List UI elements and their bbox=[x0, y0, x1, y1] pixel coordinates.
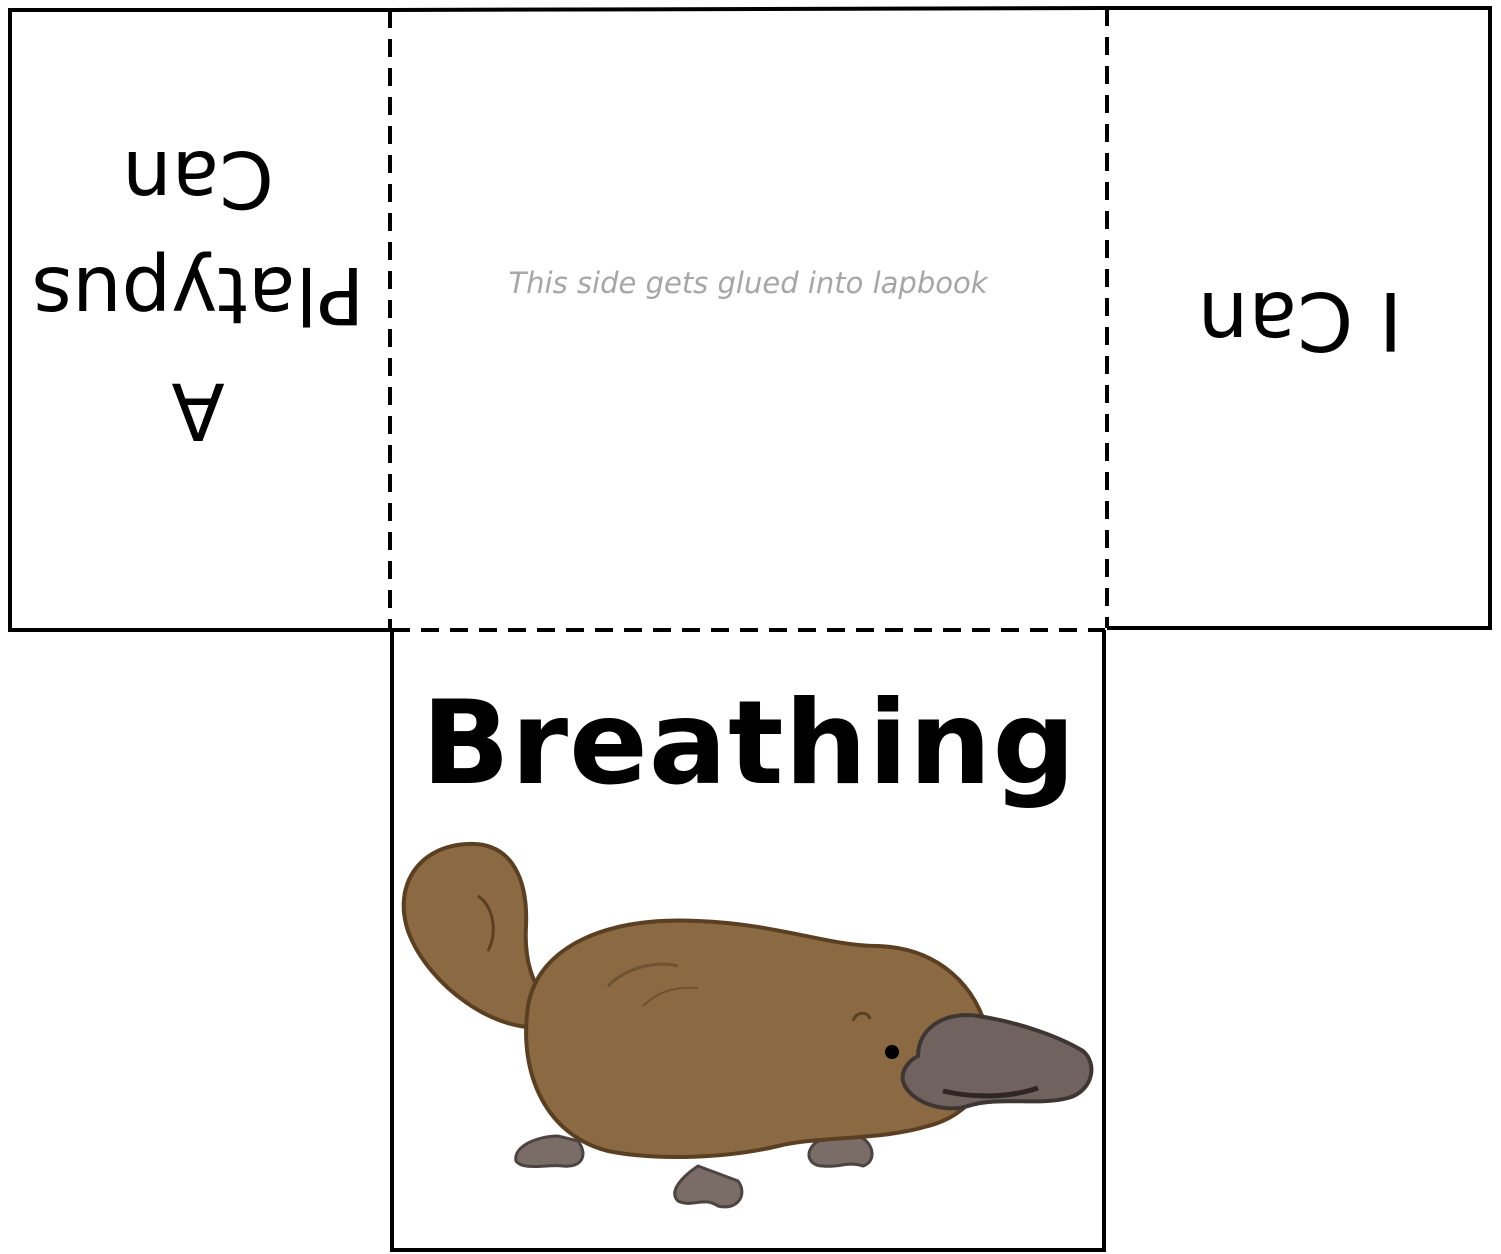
glue-instruction: This side gets glued into lapbook bbox=[508, 266, 988, 300]
panel-title: Breathing bbox=[421, 676, 1077, 811]
platypus-back-foot bbox=[516, 1136, 583, 1167]
platypus-eye bbox=[885, 1045, 899, 1059]
platypus-illustration bbox=[398, 836, 1098, 1236]
left-flap-line-2: Platypus bbox=[31, 249, 365, 339]
center-top-edge bbox=[390, 8, 1107, 10]
left-flap-line-3: Can bbox=[122, 133, 274, 223]
left-flap-text bbox=[10, 120, 386, 468]
platypus-tail bbox=[404, 844, 548, 1027]
left-flap-line-1: A bbox=[171, 365, 225, 455]
platypus-front-foot-left bbox=[675, 1166, 742, 1207]
right-flap-text: I Can bbox=[1197, 274, 1403, 367]
